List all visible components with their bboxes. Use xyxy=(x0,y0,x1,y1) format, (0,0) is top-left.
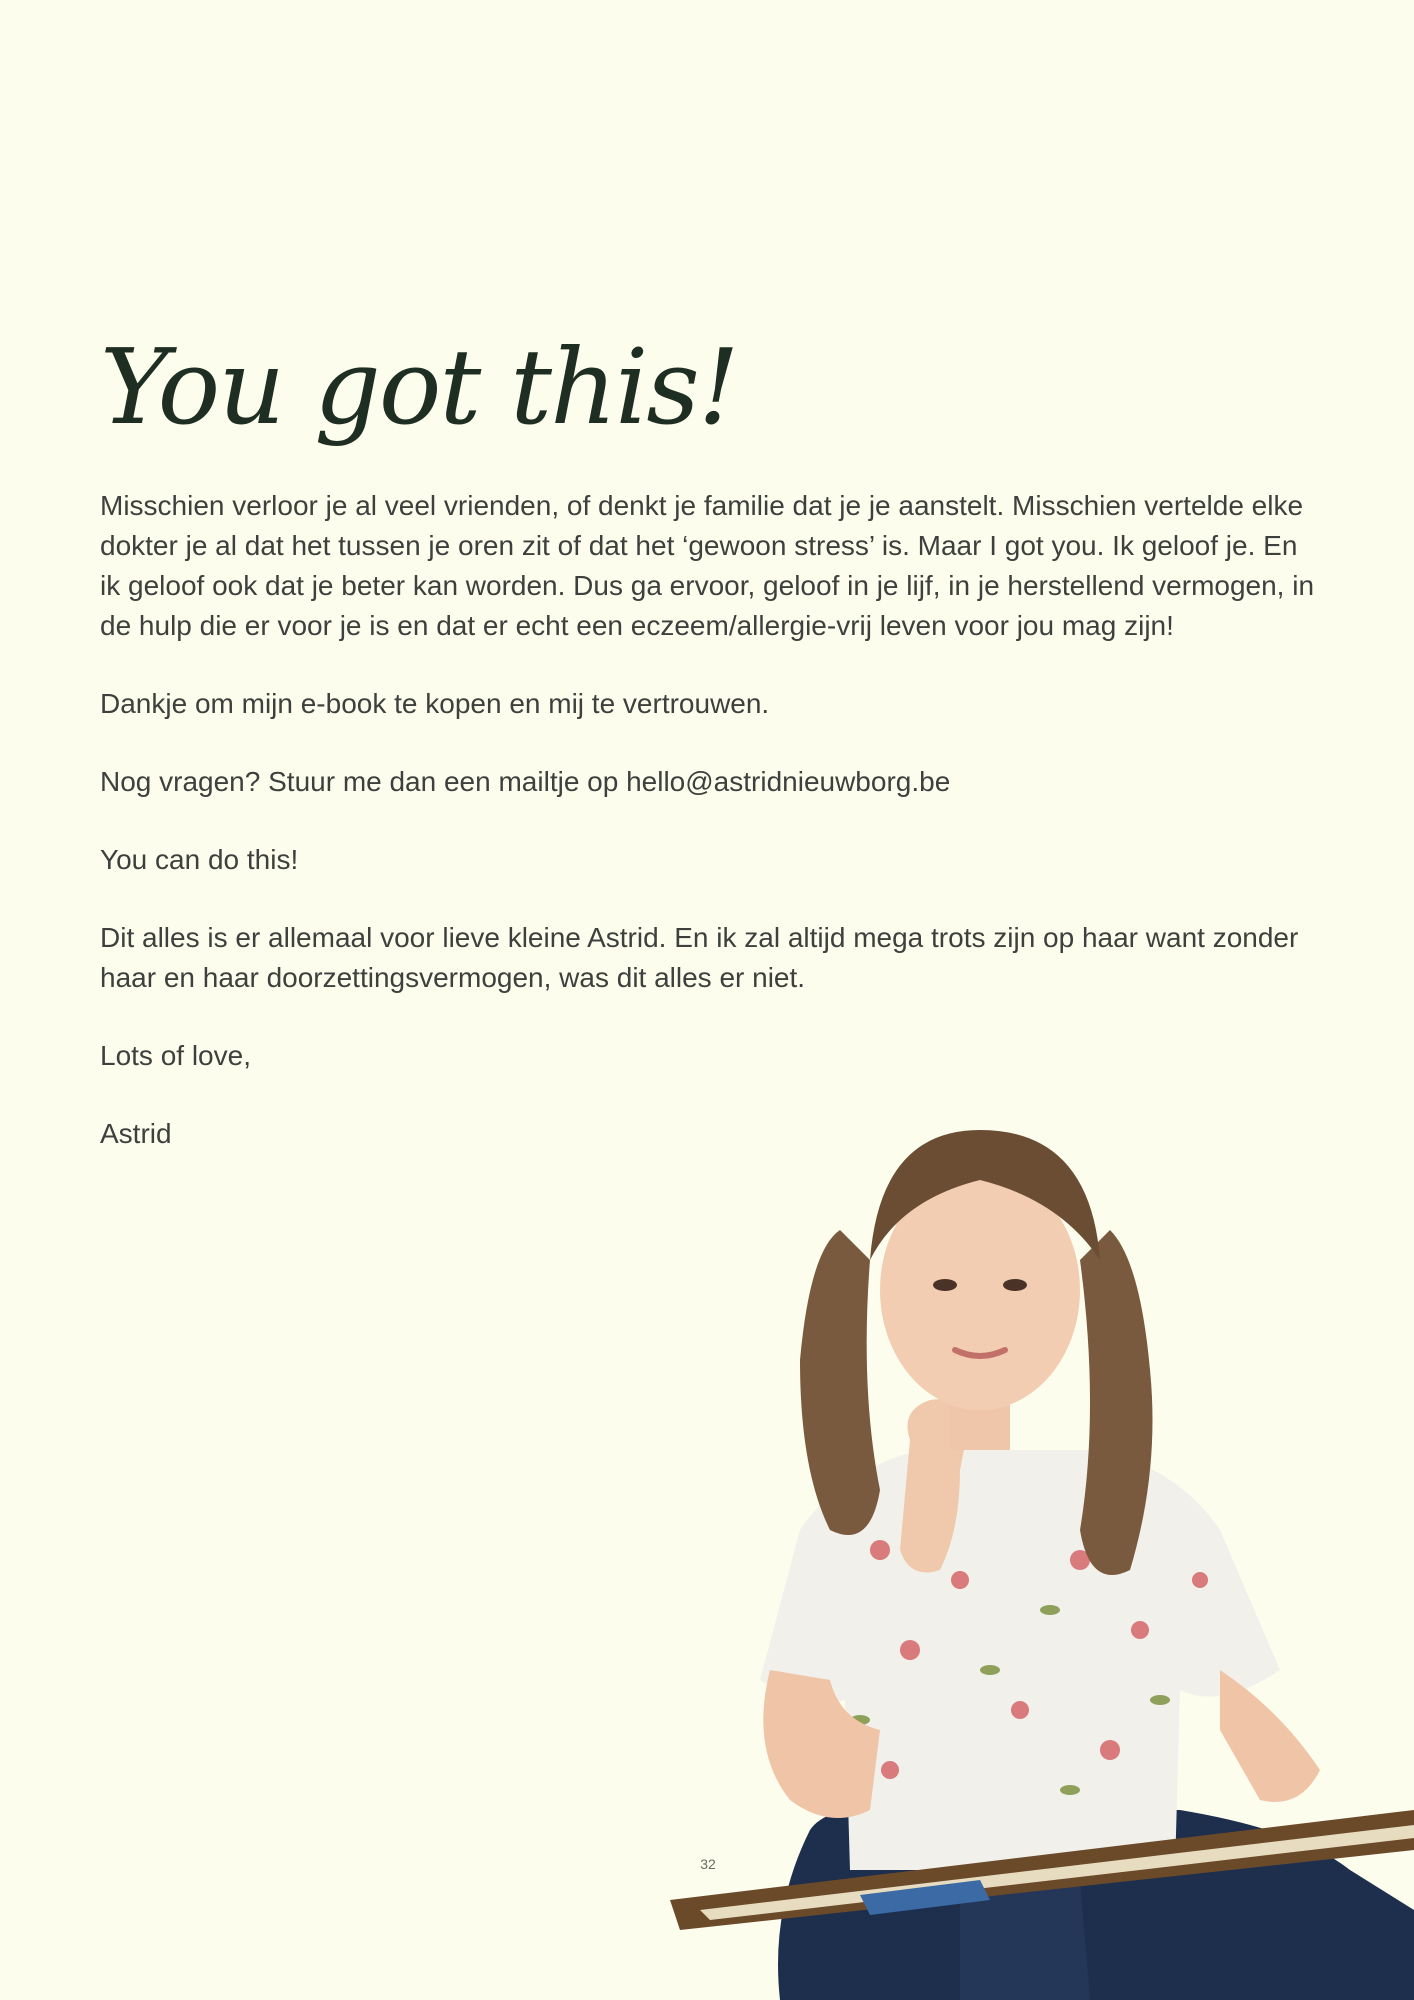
body-text xyxy=(100,486,1320,1192)
page-number: 32 xyxy=(700,1856,716,1872)
paragraph-encouragement: You can do this! xyxy=(100,844,299,875)
paragraph-intro: Misschien verloor je al veel vrienden, of denkt je familie dat je je aanstelt. Misschien vertelde elke dokter je al dat het tussen je oren zit of dat het ‘gewoon stress’ is. Maar I got you. Ik geloof je. En ik geloof ook dat je beter kan worden. Dus ga ervoor, geloof in je lijf, in je herstellend vermogen, in de hulp die er voor je is en dat er echt een eczeem/allergie-vrij leven voor jou mag zijn! xyxy=(100,490,1315,641)
right-arm xyxy=(1220,1670,1320,1802)
girl-reading-photo xyxy=(660,1110,1414,2000)
paragraph-contact: Nog vragen? Stuur me dan een mailtje op hello@astridnieuwborg.be xyxy=(100,766,951,797)
paragraph-signature: Astrid xyxy=(100,1118,172,1149)
pigtail-left xyxy=(800,1230,880,1535)
pigtail-right xyxy=(1080,1230,1153,1575)
paragraph-thanks: Dankje om mijn e-book te kopen en mij te vertrouwen. xyxy=(100,688,770,719)
paragraph-closing: Lots of love, xyxy=(100,1040,251,1071)
paragraph-dedication: Dit alles is er allemaal voor lieve kleine Astrid. En ik zal altijd mega trots zijn op haar want zonder haar en haar doorzettingsvermogen, was dit alles er niet. xyxy=(100,922,1299,993)
page-title: You got this! xyxy=(100,326,738,448)
